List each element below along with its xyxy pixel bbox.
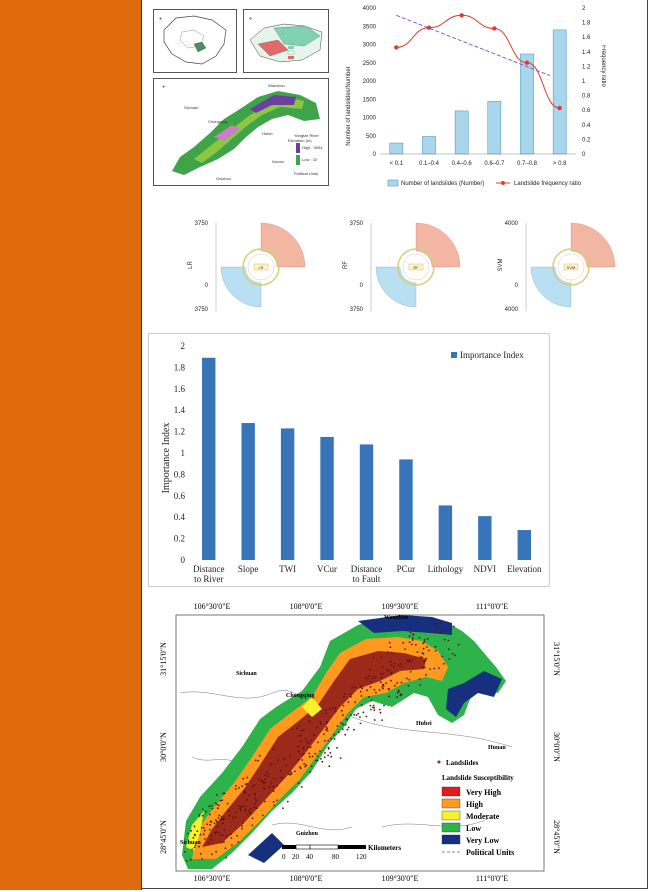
importance-y-tick: 2 [180,341,185,351]
legend-label: Political Units [466,848,515,857]
importance-y-tick: 1 [180,448,185,458]
svg-text:✛: ✛ [162,84,166,89]
freq-bar [455,111,468,154]
importance-figure [148,333,550,587]
map-left-tick: 28°45'0"N [159,820,168,854]
place-guizhou: Guizhou [296,831,319,837]
freq-ratio-point [492,26,496,30]
importance-x-label: Distance [350,564,383,574]
importance-bar [439,505,452,560]
map-right-tick: 28°45'0"N [552,820,561,854]
place-wanzhou: Wanzhou [384,615,409,621]
freq-right-tick: 2 [582,6,586,12]
scale-0: 0 [282,853,286,861]
province-inset-map [243,9,329,73]
importance-x-label: to Fault [352,574,381,584]
freq-bar [488,101,501,154]
importance-y-label: Importance Index [161,422,172,494]
rose-bottom-tick: 4000 [504,307,518,313]
freq-right-tick: 1.8 [582,20,591,27]
freq-right-tick: 1 [582,79,586,85]
freq-left-tick: 3000 [362,42,376,49]
scale-80: 80 [332,853,339,861]
importance-x-label: Elevation [507,564,542,574]
importance-legend: Importance Index [460,350,524,360]
rose-top-tick: 4000 [504,221,518,227]
freq-left-tick: 2000 [362,79,376,85]
legend-swatch [442,799,460,808]
map-label-political: Political Units [294,171,319,176]
rose-zero-tick: 0 [359,283,363,289]
importance-x-label: VCur [317,564,338,574]
rose-center-label: SVM [566,265,576,270]
map-label-high: High : 3094 [302,145,323,150]
freq-left-tick: 2500 [362,60,376,67]
study-area-figure [151,4,331,189]
importance-x-label: Lithology [427,564,464,574]
place-sichuan-south: Sichuan [180,840,201,846]
freq-right-tick: 0.2 [582,137,591,144]
freq-ratio-point [394,45,398,49]
importance-bar [399,459,412,560]
svg-text:✛: ✛ [249,16,253,21]
freq-left-tick: 500 [365,133,376,140]
freq-bar [422,136,435,154]
rose-center-label: LR [258,265,264,270]
importance-bar [202,358,215,560]
importance-y-tick: 1.4 [173,405,185,416]
map-left-tick: 31°15'0"N [159,642,168,676]
importance-x-label: PCur [396,564,416,574]
frequency-ratio-chart [340,2,606,190]
rose-top-tick: 3750 [349,221,363,227]
susceptibility-figure [152,597,570,887]
rose-bottom-tick: 3750 [349,307,363,313]
importance-x-label: TWI [279,564,297,574]
rose-center-label: RF [413,265,419,270]
freq-category: < 0.1 [389,161,404,167]
rose-axis-label: SVM [498,258,504,272]
legend-landslide-dot [438,761,441,764]
elevation-map [153,78,329,186]
map-label-hubei: Hubei [262,131,273,136]
importance-bar [478,516,491,560]
rose-zero-tick: 0 [514,283,518,289]
map-label-wanzhou: Wanzhou [268,83,285,88]
freq-left-tick: 3500 [362,24,376,31]
importance-x-label: Slope [237,564,259,574]
rose-bottom-tick: 3750 [194,307,208,313]
legend-swatch [442,787,460,796]
freq-right-tick: 1.4 [582,49,591,56]
place-hunan: Hunan [488,745,506,751]
importance-bar [320,437,333,560]
importance-chart [149,334,549,586]
map-right-tick: 30°0'0"N [552,732,561,762]
importance-legend-swatch [451,352,457,358]
freq-trendline [396,15,550,75]
freq-left-tick: 0 [372,152,376,158]
freq-category: 0.4–0.6 [451,161,472,167]
freq-ratio-point [525,61,529,65]
freq-left-tick: 1000 [362,115,376,122]
freq-category: 0.7–0.8 [516,161,538,167]
legend-label: Very High [466,788,502,797]
importance-y-tick: 0 [180,555,185,565]
frequency-ratio-figure [340,2,606,190]
freq-right-tick: 1.6 [582,35,591,42]
freq-right-tick: 1.2 [582,64,591,71]
rose-axis-label: LR [188,261,194,269]
freq-y-left-label: Number of landslides/Number [346,66,352,146]
legend-swatch [442,811,460,820]
freq-legend-bar-swatch [388,180,398,186]
legend-swatch [442,823,460,832]
map-top-tick: 108°0'0"E [289,602,323,611]
freq-legend-line: Landslide frequency ratio [514,181,582,187]
map-bottom-tick: 108°0'0"E [289,874,323,883]
freq-bar [390,143,403,154]
freq-legend-bar: Number of landslides (Number) [401,181,485,187]
freq-legend-line-marker [501,181,505,185]
importance-x-label: NDVI [473,564,497,574]
legend-label: Moderate [466,812,500,821]
importance-bar [281,428,294,560]
importance-y-tick: 1.8 [173,362,185,373]
map-bottom-tick: 106°30'0"E [193,874,231,883]
susceptibility-map [152,597,570,887]
freq-ratio-point [557,106,561,110]
legend-label: Low [466,824,482,833]
freq-right-tick: 0.8 [582,93,591,100]
map-label-chongqing: Chongqing [208,119,228,124]
freq-left-tick: 4000 [362,6,376,12]
importance-y-tick: 0.6 [173,490,185,501]
freq-left-tick: 1500 [362,97,376,104]
freq-category: 0.6–0.7 [484,161,505,167]
rose-charts-row [186,215,626,315]
freq-category: 0.1–0.4 [418,161,440,167]
map-label-hunan: Hunan [272,159,284,164]
map-top-tick: 106°30'0"E [193,602,231,611]
freq-right-tick: 0 [582,152,586,158]
freq-y-right-label: Frequency ratio [600,45,606,87]
map-label-guizhou: Guizhou [216,176,231,181]
map-label-river: Yangtze River [294,133,319,138]
rose-axis-label: RF [343,261,349,269]
importance-y-tick: 1.6 [173,383,185,394]
map-label-sichuan: Sichuan [184,105,199,110]
map-right-tick: 31°15'0"N [552,642,561,676]
scale-label: Kilometers [368,844,402,852]
importance-x-label: to River [194,574,224,584]
legend-title: Landslide Susceptibility [442,774,514,782]
map-bottom-tick: 111°0'0"E [475,874,509,883]
place-sichuan: Sichuan [236,671,257,677]
legend-landslides: Landslides [446,759,479,767]
freq-ratio-line [396,15,559,108]
freq-category: > 0.8 [552,161,567,167]
importance-y-tick: 1.2 [173,426,185,437]
map-top-tick: 111°0'0"E [475,602,509,611]
importance-x-label: Distance [192,564,225,574]
map-top-tick: 109°30'0"E [381,602,419,611]
map-bottom-tick: 109°30'0"E [381,874,419,883]
importance-bar [360,444,373,560]
china-inset-map [153,9,237,73]
freq-bar [553,30,566,154]
legend-label: High [466,800,483,809]
scale-120: 120 [356,853,367,861]
importance-bar [241,423,254,560]
legend-swatch [442,835,460,844]
importance-y-tick: 0.2 [173,533,185,544]
scale-20: 20 [292,853,299,861]
importance-bar [518,530,531,560]
scale-40: 40 [306,853,313,861]
place-hubei: Hubei [416,721,432,727]
place-chongqing: Chongqing [286,693,315,699]
svg-text:✛: ✛ [159,16,163,21]
rose-zero-tick: 0 [204,283,208,289]
map-left-tick: 30°0'0"N [159,732,168,762]
importance-y-tick: 0.4 [173,512,185,523]
legend-label: Very Low [466,836,500,845]
map-label-low: Low : 32 [302,157,318,162]
importance-y-tick: 0.8 [173,469,185,480]
freq-right-tick: 0.6 [582,108,591,115]
rose-top-tick: 3750 [194,221,208,227]
freq-bar [520,54,533,154]
orange-sidebar [0,0,142,890]
map-label-elevation: Elevation (m) [288,138,312,143]
freq-right-tick: 0.4 [582,122,591,129]
freq-ratio-point [459,13,463,17]
